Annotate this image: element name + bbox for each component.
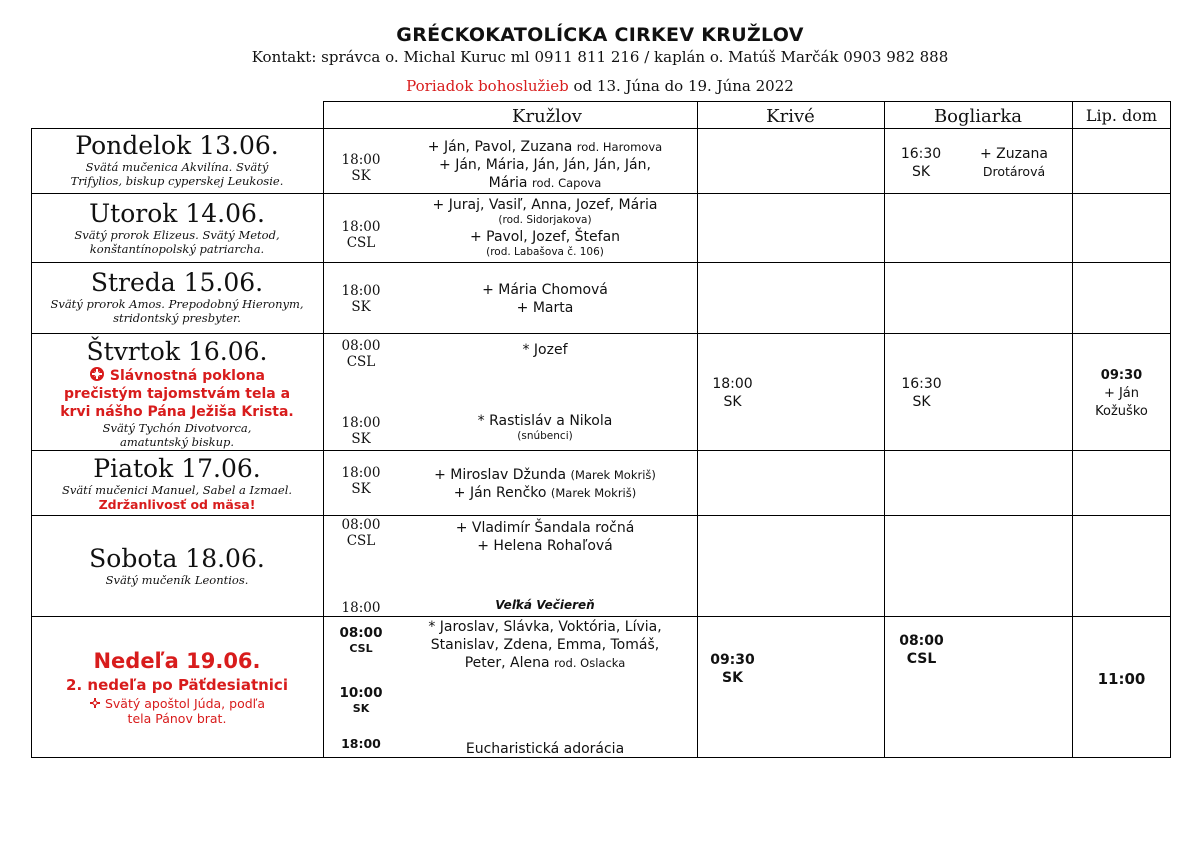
adoration-label: Eucharistická adorácia xyxy=(465,741,625,757)
rite-value: SK xyxy=(911,164,931,180)
time-slot xyxy=(331,283,391,315)
bogliarka-mon-time xyxy=(896,145,946,181)
page-title: GRÉCKOKATOLÍCKA CIRKEV KRUŽLOV xyxy=(396,24,804,46)
day-name: Streda 15.06. xyxy=(90,268,264,297)
rite-value: SK xyxy=(912,394,931,410)
intention-line xyxy=(395,138,695,156)
period-line xyxy=(0,77,1200,95)
rite-value: CSL xyxy=(346,235,376,251)
day-name: Štvrtok 16.06. xyxy=(86,337,268,366)
day-saint xyxy=(31,696,323,726)
row-divider xyxy=(31,515,1171,516)
intention-line: + Juraj, Vasiľ, Anna, Jozef, Mária xyxy=(432,197,658,213)
time-slot xyxy=(331,600,391,616)
intention-note: (Marek Mokriš) xyxy=(570,468,656,482)
bogliarka-mon-intention xyxy=(966,145,1062,181)
period-range: od 13. Júna do 19. Júna 2022 xyxy=(568,77,794,95)
time-value: 18:00 xyxy=(341,736,381,751)
intention-line: + Helena Rohaľová xyxy=(477,538,613,554)
row-divider xyxy=(31,333,1171,334)
intention-line xyxy=(395,174,695,192)
time-value: 08:00 xyxy=(341,338,381,354)
day-name: Nedeľa 19.06. xyxy=(93,649,261,673)
intention-text: + Miroslav Džunda xyxy=(434,467,571,483)
rite-value: CSL xyxy=(906,651,937,667)
intention-line: + Vladimír Šandala ročná xyxy=(455,520,635,536)
day-saint: Svätá mučenica Akvilína. Svätý Trifylios, biskup cyperskej Leukosie. xyxy=(70,160,284,188)
adoration xyxy=(395,740,695,758)
time-value: 16:30 xyxy=(901,376,942,392)
intention-text: Mária xyxy=(488,175,532,191)
contact-line: Kontakt: správca o. Michal Kuruc ml 0911 811 216 / kaplán o. Matúš Marčák 0903 982 888 xyxy=(251,48,949,66)
rite-value: SK xyxy=(352,702,370,715)
time-slot xyxy=(331,415,391,447)
rite-value: SK xyxy=(722,670,743,686)
cross-icon xyxy=(89,696,101,711)
day-feast xyxy=(31,366,323,421)
day-saturday xyxy=(31,545,323,587)
intention-line: * Rastisláv a Nikola xyxy=(477,413,613,429)
col-divider xyxy=(697,128,698,758)
time-slot xyxy=(331,465,391,497)
intention-block xyxy=(395,519,695,555)
day-sunday xyxy=(31,648,323,726)
time-slot xyxy=(331,625,391,657)
feast-cross-icon xyxy=(89,366,105,385)
intention-line: + Ján, Mária, Ján, Ján, Ján, Ján, xyxy=(439,157,651,173)
period-label: Poriadok bohoslužieb xyxy=(406,77,569,95)
day-saint: Svätý Tychón Divotvorca, amatuntský biskup. xyxy=(102,421,252,449)
time-value: 18:00 xyxy=(341,219,381,235)
vespers xyxy=(395,596,695,614)
intention-text: Drotárová xyxy=(982,164,1046,179)
day-saint: Svätý prorok Elizeus. Svätý Metod, konštantínopolský patriarcha. xyxy=(74,228,280,256)
intention-text: Kožuško xyxy=(1095,404,1148,419)
time-value: 16:30 xyxy=(900,146,942,162)
intention-block xyxy=(395,196,695,258)
lipdom-thu xyxy=(1072,367,1171,421)
time-value: 18:00 xyxy=(341,152,381,168)
time-value: 18:00 xyxy=(341,465,381,481)
day-name: Pondelok 13.06. xyxy=(75,131,279,160)
day-tuesday xyxy=(31,200,323,256)
row-divider xyxy=(31,450,1171,451)
intention-block xyxy=(395,618,695,672)
time-slot xyxy=(331,736,391,752)
rite-value: CSL xyxy=(349,642,373,655)
intention-block xyxy=(395,412,695,442)
intention-note: (Marek Mokriš) xyxy=(550,486,637,500)
time-value: 11:00 xyxy=(1097,670,1146,688)
day-note: Zdržanlivosť od mäsa! xyxy=(98,497,256,512)
intention-line: + Pavol, Jozef, Štefan xyxy=(469,229,621,245)
day-feast: 2. nedeľa po Päťdesiatnici xyxy=(66,676,288,694)
rite-value: CSL xyxy=(346,354,376,370)
time-slot xyxy=(331,219,391,251)
day-saint: Svätí mučenici Manuel, Sabel a Izmael. xyxy=(61,483,293,497)
intention-line xyxy=(395,466,695,484)
column-header-lipdom: Lip. dom xyxy=(1085,106,1158,125)
intention-text: + Ján Renčko xyxy=(453,485,551,501)
day-thursday xyxy=(31,338,323,449)
time-slot xyxy=(331,517,391,549)
intention-note: (rod. Labašova č. 106) xyxy=(486,246,604,258)
intention-line: * Jozef xyxy=(522,342,568,358)
row-divider xyxy=(31,262,1171,263)
krive-sun-time xyxy=(705,651,760,687)
rite-value: SK xyxy=(723,394,742,410)
intention-text: Peter, Alena xyxy=(464,655,555,671)
time-value: 08:00 xyxy=(899,633,944,649)
time-value: 10:00 xyxy=(339,685,383,701)
bogliarka-sun-time xyxy=(894,632,949,668)
intention-family: rod. Oslacka xyxy=(554,656,626,670)
time-value: 08:00 xyxy=(339,625,383,641)
rite-value: SK xyxy=(351,299,371,315)
day-name: Sobota 18.06. xyxy=(89,544,265,573)
row-divider xyxy=(31,193,1171,194)
intention-family: rod. Haromova xyxy=(576,140,663,154)
time-value: 09:30 xyxy=(710,652,755,668)
day-saint: Svätý mučeník Leontios. xyxy=(105,573,249,587)
intention-line: + Marta xyxy=(516,300,574,316)
rite-value: CSL xyxy=(346,533,376,549)
saint-text: Svätý apoštol Júda, podľa tela Pánov brat. xyxy=(104,696,265,726)
rite-value: SK xyxy=(351,431,371,447)
intention-block xyxy=(395,138,695,192)
column-header-kruzlov: Kružlov xyxy=(512,106,582,127)
time-value: 09:30 xyxy=(1100,368,1143,383)
time-value: 08:00 xyxy=(341,517,381,533)
intention-text: + Ján, Pavol, Zuzana xyxy=(427,139,577,155)
rite-value: SK xyxy=(351,168,371,184)
day-name: Utorok 14.06. xyxy=(89,199,265,228)
day-saint: Svätý prorok Amos. Prepodobný Hieronym, stridontský presbyter. xyxy=(50,297,304,325)
row-divider xyxy=(31,616,1171,617)
time-value: 18:00 xyxy=(341,415,381,431)
intention-text: + Ján xyxy=(1103,386,1140,401)
feast-text: Slávnostná poklona prečistým tajomstvám tela a krvi nášho Pána Ježiša Krista. xyxy=(60,368,294,420)
vespers-label: Veľká Večiereň xyxy=(495,598,595,612)
intention-family: rod. Capova xyxy=(531,176,602,190)
intention-line: Stanislav, Zdena, Emma, Tomáš, xyxy=(430,637,660,653)
intention-block xyxy=(395,281,695,317)
day-monday xyxy=(31,132,323,188)
column-header-bogliarka: Bogliarka xyxy=(933,106,1023,127)
time-slot xyxy=(331,685,391,717)
intention-line: + Mária Chomová xyxy=(482,282,608,298)
intention-line xyxy=(395,484,695,502)
day-wednesday xyxy=(31,269,323,325)
rite-value: SK xyxy=(351,481,371,497)
intention-note: (rod. Sidorjakova) xyxy=(498,214,592,226)
col-divider xyxy=(884,128,885,758)
intention-block xyxy=(395,341,695,359)
time-slot xyxy=(331,152,391,184)
day-friday xyxy=(31,455,323,512)
intention-text: + Zuzana xyxy=(979,146,1049,162)
intention-line xyxy=(395,654,695,672)
lipdom-sun-time xyxy=(1072,670,1171,688)
bogliarka-thu-time xyxy=(894,375,949,411)
col-divider xyxy=(1072,128,1073,758)
intention-line: * Jaroslav, Slávka, Voktória, Lívia, xyxy=(428,619,662,635)
intention-note: (snúbenci) xyxy=(517,430,573,442)
intention-block xyxy=(395,466,695,502)
day-name: Piatok 17.06. xyxy=(93,454,261,483)
time-value: 18:00 xyxy=(712,376,753,392)
time-slot xyxy=(331,338,391,370)
time-value: 18:00 xyxy=(341,283,381,299)
krive-thu-time xyxy=(705,375,760,411)
col-divider xyxy=(323,128,324,758)
time-value: 18:00 xyxy=(341,600,381,616)
column-header-krive: Krivé xyxy=(766,106,815,127)
